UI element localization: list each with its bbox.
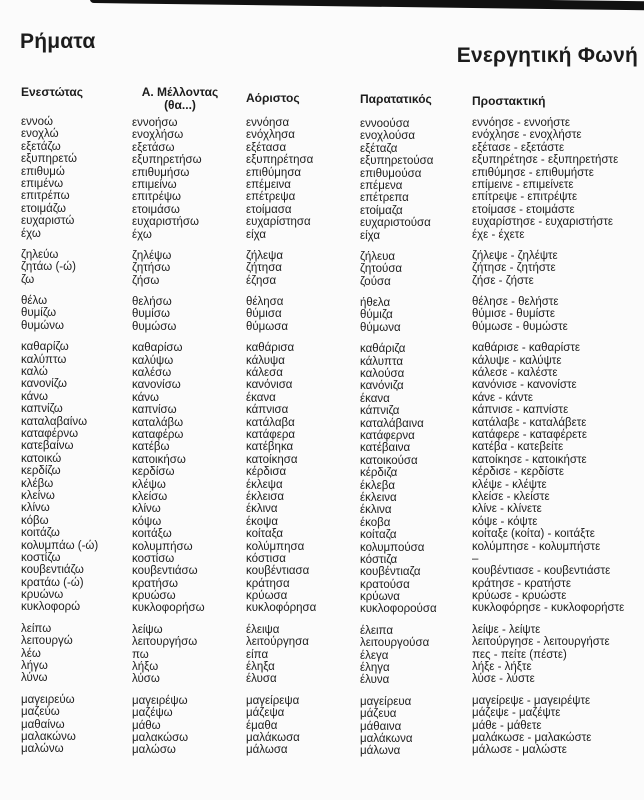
verb-form: κάπνισε - καπνίστε xyxy=(472,404,569,417)
verb-form: επιμείνω xyxy=(132,178,177,191)
verb-form: μαγειρεύω xyxy=(21,693,75,706)
verb-form: κατοίκησα xyxy=(246,453,298,466)
verb-form: έλυσα xyxy=(246,673,277,686)
verb-form: μάλωσε - μαλώστε xyxy=(472,744,567,757)
verb-form: επιθυμήσω xyxy=(132,166,190,179)
verb-group xyxy=(360,251,437,288)
verb-form: καθάρισε - καθαρίστε xyxy=(472,342,581,355)
verb-form: κατοικούσα xyxy=(360,454,418,467)
verb-form: μαζεύω xyxy=(21,706,60,719)
verb-form: κουβεντιάζω xyxy=(21,564,84,577)
verb-form: κερδίσω xyxy=(132,466,175,479)
verb-form: κάπνισα xyxy=(246,404,289,417)
verb-form: καταφέρνω xyxy=(21,427,79,440)
verb-form: κάλεσε - καλέστε xyxy=(472,367,558,380)
verb-form: μάζεψα xyxy=(246,707,285,720)
verb-form: καθάριζα xyxy=(360,343,406,356)
column-heading: Ενεστώτας xyxy=(21,85,84,99)
verb-form: ζηλέψω xyxy=(132,249,172,262)
verb-group xyxy=(246,296,316,333)
verb-form: κυκλοφόρησε - κυκλοφορήστε xyxy=(472,602,625,615)
verb-form: εξέταζα xyxy=(360,142,398,155)
verb-form: έκλινα xyxy=(246,503,278,516)
verb-form: κέρδιζα xyxy=(360,467,398,480)
verb-form: ευχαρίστησε - ευχαριστήστε xyxy=(472,216,614,229)
verb-group xyxy=(21,249,98,286)
verb-form: κλίνω xyxy=(132,503,161,516)
verb-form: μάζεψε - μαζέψτε xyxy=(472,707,561,720)
verb-form: κλείσω xyxy=(132,490,168,503)
verb-form: θυμώσω xyxy=(132,320,177,333)
verb-form: έκλεψα xyxy=(246,478,283,491)
verb-group xyxy=(472,296,624,333)
verb-form: κανόνισε - κανονίστε xyxy=(472,379,577,392)
verb-group xyxy=(246,342,316,615)
verb-form: έληγα xyxy=(360,662,390,675)
verb-form: λύσω xyxy=(132,673,160,686)
verb-form: μαθαίνω xyxy=(21,718,65,731)
verb-form: μάθε - μάθετε xyxy=(472,719,542,732)
verb-form: κατέβω xyxy=(132,441,170,454)
verb-form: λήξω xyxy=(132,661,159,674)
verb-form: έκλινα xyxy=(360,504,392,517)
verb-form: εννοώ xyxy=(21,116,54,128)
verb-form: κοίταζα xyxy=(360,529,397,542)
verb-form: επιτρέπω xyxy=(21,190,70,203)
verb-form: έχε - έχετε xyxy=(472,228,525,241)
verb-form: ζούσα xyxy=(360,275,391,288)
verb-form: κρυώνω xyxy=(21,589,64,602)
verb-form: καθάρισα xyxy=(246,342,295,355)
verb-form: κουβέντιασε - κουβεντιάστε xyxy=(472,565,611,578)
verb-form: κουβέντιαζα xyxy=(360,566,421,579)
verb-form: κάλυψε - καλύψτε xyxy=(472,354,562,367)
verb-form: λείψε - λείψτε xyxy=(472,623,541,636)
verb-form: μαλακώσω xyxy=(132,731,189,744)
verb-form: κολυμπήσω xyxy=(132,540,193,553)
verb-form: κατέβα - κατεβείτε xyxy=(472,441,564,454)
verb-form: ευχαρίστησα xyxy=(246,216,311,229)
verb-group xyxy=(21,623,98,685)
verb-form: έκοψα xyxy=(246,515,278,528)
verb-group xyxy=(360,625,437,687)
verb-form: κοίταξε (κοίτα) - κοιτάξτε xyxy=(472,528,595,541)
verb-form: ενόχλησε - ενοχλήστε xyxy=(472,129,582,142)
verb-group xyxy=(472,624,624,686)
verb-form: καλέσω xyxy=(132,367,172,380)
verb-form: κλέβω xyxy=(21,477,54,490)
verb-form: κέρδισα xyxy=(246,466,287,479)
verb-form: κατάλαβα xyxy=(246,416,295,429)
verb-form: καθαρίσω xyxy=(132,342,183,355)
page-subtitle: Ενεργητική Φωνή xyxy=(456,44,638,67)
verb-form: μάλωσα xyxy=(246,744,288,757)
verb-form: θέλω xyxy=(21,295,48,308)
verb-form: λειτούργησε - λειτουργήστε xyxy=(472,636,610,649)
verb-form: εξέτασα xyxy=(246,141,287,154)
verb-form: κατάφερε - καταφέρετε xyxy=(472,428,587,441)
verb-group xyxy=(472,342,624,615)
verb-group xyxy=(132,624,230,686)
column-present xyxy=(21,86,98,765)
verb-form: ζήσε - ζήστε xyxy=(472,274,534,287)
verb-group xyxy=(132,342,230,615)
verb-form: κλέψε - κλέψτε xyxy=(472,478,547,491)
verb-group xyxy=(360,297,437,334)
verb-group xyxy=(132,250,230,287)
verb-form: έμαθα xyxy=(246,719,278,732)
verb-form: έκοβα xyxy=(360,516,391,529)
verb-form: θυμώνω xyxy=(21,319,65,332)
verb-form: θυμίσω xyxy=(132,308,170,321)
verb-form: θέλησε - θελήστε xyxy=(472,296,559,309)
verb-form: έλυνα xyxy=(360,674,390,687)
verb-group xyxy=(246,624,316,686)
verb-form: λειτούργησα xyxy=(246,636,309,649)
verb-form: καλύψω xyxy=(132,354,174,367)
verb-form: επέμενα xyxy=(360,179,403,192)
verb-form: κυκλοφόρησα xyxy=(246,602,317,615)
verb-groups xyxy=(132,116,230,757)
verb-form: ευχαριστήσω xyxy=(132,216,200,229)
verb-form: καλύπτω xyxy=(21,353,67,366)
verb-form: κάλυπτα xyxy=(360,355,403,368)
verb-form: κολυμπάω (-ώ) xyxy=(21,539,99,552)
verb-form: καλώ xyxy=(21,366,48,379)
verb-form: επιθύμησα xyxy=(246,166,302,179)
verb-form: ζω xyxy=(21,273,35,286)
verb-group xyxy=(132,296,230,333)
verb-form: καταλάβω xyxy=(132,416,184,429)
verb-form: κοιτάζω xyxy=(21,527,60,540)
verb-form: κουβέντιασα xyxy=(246,565,310,578)
verb-form: κατάλαβε - καταλάβετε xyxy=(472,416,587,429)
column-heading: Αόριστος xyxy=(246,91,300,105)
column-aorist xyxy=(246,86,316,766)
verb-form: ζήτησα xyxy=(246,262,282,275)
verb-form: ετοίμαζα xyxy=(360,204,403,217)
verb-form: επέτρεψα xyxy=(246,191,296,204)
verb-form: εξέτασε - εξετάστε xyxy=(472,141,565,154)
verb-group xyxy=(246,117,316,241)
verb-form: μάλωνα xyxy=(360,745,401,758)
verb-form: επιμένω xyxy=(21,177,64,190)
verb-form: καπνίζω xyxy=(21,403,63,416)
verb-form: κόψω xyxy=(132,515,162,528)
verb-form: επιθυμώ xyxy=(21,165,65,178)
verb-form: έχω xyxy=(132,228,152,241)
verb-form: κερδίζω xyxy=(21,465,61,478)
verb-form: εννόησε - εννοήστε xyxy=(472,117,571,129)
verb-form: καλούσα xyxy=(360,368,405,381)
verb-form: κοστίζω xyxy=(21,551,61,564)
verb-form: κατοικήσω xyxy=(132,453,186,466)
verb-form: εξετάζω xyxy=(21,140,61,153)
verb-form: κόψε - κόψτε xyxy=(472,515,538,528)
verb-form: λήξε - λήξτε xyxy=(472,661,532,674)
verb-form: ενοχλούσα xyxy=(360,130,416,143)
verb-form: κάπνιζα xyxy=(360,405,400,418)
verb-group xyxy=(21,694,98,756)
verb-form: εξυπηρέτησε - εξυπηρετήστε xyxy=(472,154,619,167)
verb-form: μαλώνω xyxy=(21,743,64,756)
verb-form: ενοχλώ xyxy=(21,128,59,141)
verb-form: κατοίκησε - κατοικήστε xyxy=(472,453,587,466)
verb-form: ζηλεύω xyxy=(21,248,59,261)
verb-group xyxy=(21,295,98,332)
scan-edge-shadow xyxy=(90,0,644,11)
verb-form: μάθω xyxy=(132,719,161,732)
verb-group xyxy=(360,118,437,242)
verb-form: κατεβαίνω xyxy=(21,440,74,453)
verb-form: μαγείρεψε - μαγειρέψτε xyxy=(472,694,591,707)
verb-form: έκανα xyxy=(246,391,276,404)
verb-form: κάλεσα xyxy=(246,367,283,380)
verb-form: έκανα xyxy=(360,392,390,405)
verb-group xyxy=(21,341,98,614)
verb-form: κανόνιζα xyxy=(360,380,404,393)
page-title: Ρήματα xyxy=(20,30,96,53)
verb-form: λείπω xyxy=(21,622,52,635)
verb-form: εξυπηρέτησα xyxy=(246,154,314,167)
verb-form: καθαρίζω xyxy=(21,341,69,354)
verb-form: λειτουργώ xyxy=(21,635,73,648)
verb-form: κάνω xyxy=(21,390,48,403)
verb-form: επιθυμούσα xyxy=(360,167,422,180)
verb-form: λείψω xyxy=(132,623,163,636)
verb-form: λύνω xyxy=(21,672,48,685)
verb-group xyxy=(246,250,316,287)
verb-form: θύμισα xyxy=(246,308,282,321)
verb-form: ζητήσω xyxy=(132,262,171,275)
verb-form: μάθαινα xyxy=(360,720,402,733)
verb-form: – xyxy=(472,552,479,565)
verb-form: θύμωσε - θυμώστε xyxy=(472,320,568,333)
verb-groups xyxy=(472,116,624,757)
verb-form: μαγείρευα xyxy=(360,695,412,708)
verb-form: μαλάκωσα xyxy=(246,731,300,744)
verb-group xyxy=(21,116,98,240)
verb-form: εξυπηρετώ xyxy=(21,153,77,166)
verb-form: καπνίσω xyxy=(132,404,177,417)
verb-form: κράτησα xyxy=(246,577,290,590)
verb-form: κλείσε - κλείστε xyxy=(472,490,550,503)
verb-form: κρατάω (-ώ) xyxy=(21,576,84,589)
verb-form: επίμεινε - επιμείνετε xyxy=(472,178,574,191)
verb-group xyxy=(472,250,624,287)
column-imperfect xyxy=(360,86,437,767)
verb-form: κόβω xyxy=(21,514,49,527)
verb-form: έκλεινα xyxy=(360,491,397,504)
verb-form: πω xyxy=(132,648,149,661)
verb-groups xyxy=(360,116,437,758)
verb-form: επέτρεπα xyxy=(360,192,409,205)
verb-form: κανόνισα xyxy=(246,379,293,392)
verb-form: κρυώσω xyxy=(132,590,176,603)
verb-form: κλείνω xyxy=(21,489,55,502)
verb-form: μαλάκωσε - μαλακώστε xyxy=(472,731,592,744)
verb-form: θυμίζω xyxy=(21,307,57,320)
verb-form: λέω xyxy=(21,647,41,660)
verb-form: κατάφερα xyxy=(246,428,296,441)
verb-group xyxy=(360,343,437,616)
verb-form: ευχαριστούσα xyxy=(360,217,431,230)
verb-form: μαγείρεψα xyxy=(246,694,300,707)
verb-form: έζησα xyxy=(246,274,277,287)
verb-form: κανονίσω xyxy=(132,379,181,392)
verb-group xyxy=(472,117,624,241)
verb-form: κρύωνα xyxy=(360,591,400,604)
verb-form: κλίνε - κλίνετε xyxy=(472,503,542,516)
verb-form: κέρδισε - κερδίστε xyxy=(472,466,564,479)
verb-form: κρύωσα xyxy=(246,590,288,603)
verb-form: κόστιζα xyxy=(360,553,398,566)
verb-form: κόστισα xyxy=(246,552,286,565)
verb-form: κρατήσω xyxy=(132,577,178,590)
verb-form: ζητάω (-ώ) xyxy=(21,261,76,274)
verb-form: κοστίσω xyxy=(132,552,175,565)
verb-form: εξετάσω xyxy=(132,141,175,154)
verb-form: ενοχλήσω xyxy=(132,129,184,142)
verb-form: είχα xyxy=(246,228,267,241)
verb-form: λειτουργούσα xyxy=(360,637,430,650)
verb-form: μαλάκωνα xyxy=(360,732,413,745)
verb-form: επίτρεψε - επιτρέψτε xyxy=(472,191,578,204)
verb-form: κουβεντιάσω xyxy=(132,565,198,578)
verb-form: κολύμπησα xyxy=(246,540,305,553)
verb-form: θύμιζα xyxy=(360,309,393,322)
verb-form: κολυμπούσα xyxy=(360,541,425,554)
verb-form: θελήσω xyxy=(132,296,172,309)
verb-form: ετοίμασα xyxy=(246,203,292,216)
verb-form: έκλεισα xyxy=(246,490,285,503)
verb-form: ευχαριστώ xyxy=(21,215,75,228)
verb-form: κάνω xyxy=(132,391,159,404)
verb-form: καταφέρω xyxy=(132,428,184,441)
verb-form: λύσε - λύστε xyxy=(472,673,535,686)
verb-form: μαλώσω xyxy=(132,744,176,757)
verb-form: θέλησα xyxy=(246,296,284,309)
verb-group xyxy=(246,695,316,757)
verb-form: κατέβηκα xyxy=(246,441,294,454)
verb-form: μαλακώνω xyxy=(21,730,76,743)
verb-form: ζήτησε - ζητήστε xyxy=(472,262,556,275)
verb-form: ζήλευα xyxy=(360,250,396,263)
verb-form: κάνε - κάντε xyxy=(472,391,534,404)
verb-form: κοιτάξω xyxy=(132,528,172,541)
verb-groups xyxy=(246,116,316,757)
verb-form: λήγω xyxy=(21,660,48,673)
verb-group xyxy=(132,695,230,757)
verb-form: έλειψα xyxy=(246,623,280,636)
verb-form: έλειπα xyxy=(360,624,393,637)
verb-form: ζήλεψε - ζηλέψτε xyxy=(472,249,558,262)
verb-form: ζητούσα xyxy=(360,263,403,276)
column-imperative xyxy=(472,86,624,766)
verb-form: επιθύμησε - επιθυμήστε xyxy=(472,166,594,179)
verb-form: κατέβαινα xyxy=(360,442,411,455)
column-heading: Α. Μέλλοντας (θα...) xyxy=(141,85,219,112)
column-heading: Παρατατικός xyxy=(360,92,432,106)
verb-form: μαγειρέψω xyxy=(132,694,188,707)
verb-form: κυκλοφορήσω xyxy=(132,602,205,615)
verb-form: επιτρέψω xyxy=(132,191,182,204)
verb-form: έχω xyxy=(21,227,41,240)
verb-group xyxy=(132,117,230,241)
verb-form: έκλεβα xyxy=(360,479,396,492)
verb-group xyxy=(472,695,624,757)
verb-form: έλεγα xyxy=(360,649,389,662)
verb-form: μαζέψω xyxy=(132,707,173,720)
verb-form: ετοιμάσω xyxy=(132,203,180,216)
column-future xyxy=(132,86,230,766)
verb-form: μάζευα xyxy=(360,708,397,721)
verb-form: ενόχλησα xyxy=(246,129,295,142)
verb-form: κρατούσα xyxy=(360,578,410,591)
verb-form: είπα xyxy=(246,648,269,661)
verb-form: καταλαβαίνω xyxy=(21,415,88,428)
verb-form: κοίταξα xyxy=(246,528,284,541)
verb-form: ετοίμασε - ετοιμάστε xyxy=(472,203,575,216)
verb-form: θύμισε - θυμίστε xyxy=(472,308,555,321)
verb-form: κρύωσε - κρυώστε xyxy=(472,590,567,603)
verb-form: κανονίζω xyxy=(21,378,67,391)
verb-form: εννοούσα xyxy=(360,118,410,130)
verb-groups xyxy=(21,116,98,756)
verb-form: κατάφερνα xyxy=(360,429,415,442)
verb-form: κράτησε - κρατήστε xyxy=(472,577,571,590)
verb-form: κατοικώ xyxy=(21,452,62,465)
verb-form: λειτουργήσω xyxy=(132,636,198,649)
column-heading: Προστακτική xyxy=(472,94,546,108)
verb-form: επέμεινα xyxy=(246,178,291,191)
verb-form: κλίνω xyxy=(21,502,50,515)
verb-form: εννόησα xyxy=(246,117,290,129)
verb-form: ήθελα xyxy=(360,297,391,310)
verb-form: εξυπηρετήσω xyxy=(132,154,202,167)
verb-form: εννοήσω xyxy=(132,117,178,129)
verb-form: κυκλοφορώ xyxy=(21,601,81,614)
verb-form: είχα xyxy=(360,229,381,242)
verb-form: ετοιμάζω xyxy=(21,202,67,215)
verb-form: θύμωσα xyxy=(246,320,289,333)
verb-form: κολύμπησε - κολυμπήστε xyxy=(472,540,601,553)
verb-form: εξυπηρετούσα xyxy=(360,155,434,168)
verb-form: έληξα xyxy=(246,661,275,674)
verb-form: κάλυψα xyxy=(246,354,285,367)
verb-form: καταλάβαινα xyxy=(360,417,424,430)
verb-form: κλέψω xyxy=(132,478,166,491)
verb-form: ζήσω xyxy=(132,274,160,287)
verb-form: ζήλεψα xyxy=(246,249,283,262)
verb-form: κυκλοφορούσα xyxy=(360,603,437,616)
verb-form: θύμωνα xyxy=(360,321,401,334)
verb-group xyxy=(360,696,437,758)
verb-form: πες - πείτε (πέστε) xyxy=(472,648,567,661)
